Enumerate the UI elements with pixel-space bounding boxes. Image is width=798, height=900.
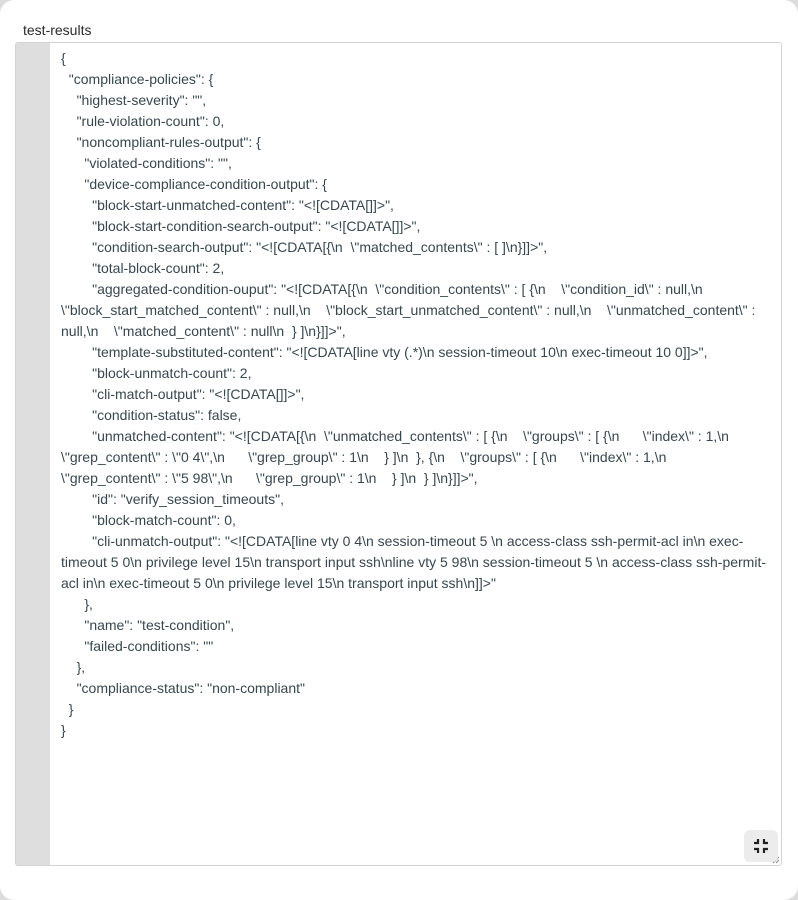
exit-fullscreen-button[interactable]	[744, 830, 778, 862]
collapse-fullscreen-icon	[753, 838, 769, 854]
editor-content[interactable]: { "compliance-policies": { "highest-severity": "", "rule-violation-count": 0, "noncompliant-rules-output": { "violated-conditions": "", "device-compliance-condition-output": { "block-start-unmatched-content": "<![CDATA[]]>", "block-start-condition-search-output": "<![CDATA[]]>", "condition-search-output": "<![CDATA[{\n \"matched_contents\" : [ ]\n}]]>", "total-block-count": 2, "aggregated-condition-ouput": "<![CDATA[{\n \"condition_contents\" : [ {\n \"condition_id\" : null,\n \"block_start_matched_content\" : null,\n \"block_start_unmatched_content\" : null,\n \"unmatched_content\" : null,\n \"matched_content\" : null\n } ]\n}]]>", "template-substituted-content": "<![CDATA[line vty (.*)\n session-timeout 10\n exec-timeout 10 0]]>", "block-unmatch-count": 2, "cli-match-output": "<![CDATA[]]>", "condition-status": false, "unmatched-content": "<![CDATA[{\n \"unmatched_contents\" : [ {\n \"groups\" : [ {\n \"index\" : 1,\n \"grep_content\" : \"0 4\",\n \"grep_group\" : 1\n } ]\n }, {\n \"groups\" : [ {\n \"index\" : 1,\n \"grep_content\" : \"5 98\",\n \"grep_group\" : 1\n } ]\n } ]\n}]]>", "id": "verify_session_timeouts", "block-match-count": 0, "cli-unmatch-output": "<![CDATA[line vty 0 4\n session-timeout 5 \n access-class ssh-permit-acl in\n exec-timeout 5 0\n privilege level 15\n transport input ssh\nline vty 5 98\n session-timeout 5 \n access-class ssh-permit-acl in\n exec-timeout 5 0\n privilege level 15\n transport input ssh\n]]>" }, "name": "test-condition", "failed-conditions": "" }, "compliance-status": "non-compliant" } }	[61, 50, 766, 738]
editor-gutter	[16, 43, 50, 865]
code-editor[interactable]	[15, 42, 782, 866]
field-label: test-results	[23, 22, 92, 38]
